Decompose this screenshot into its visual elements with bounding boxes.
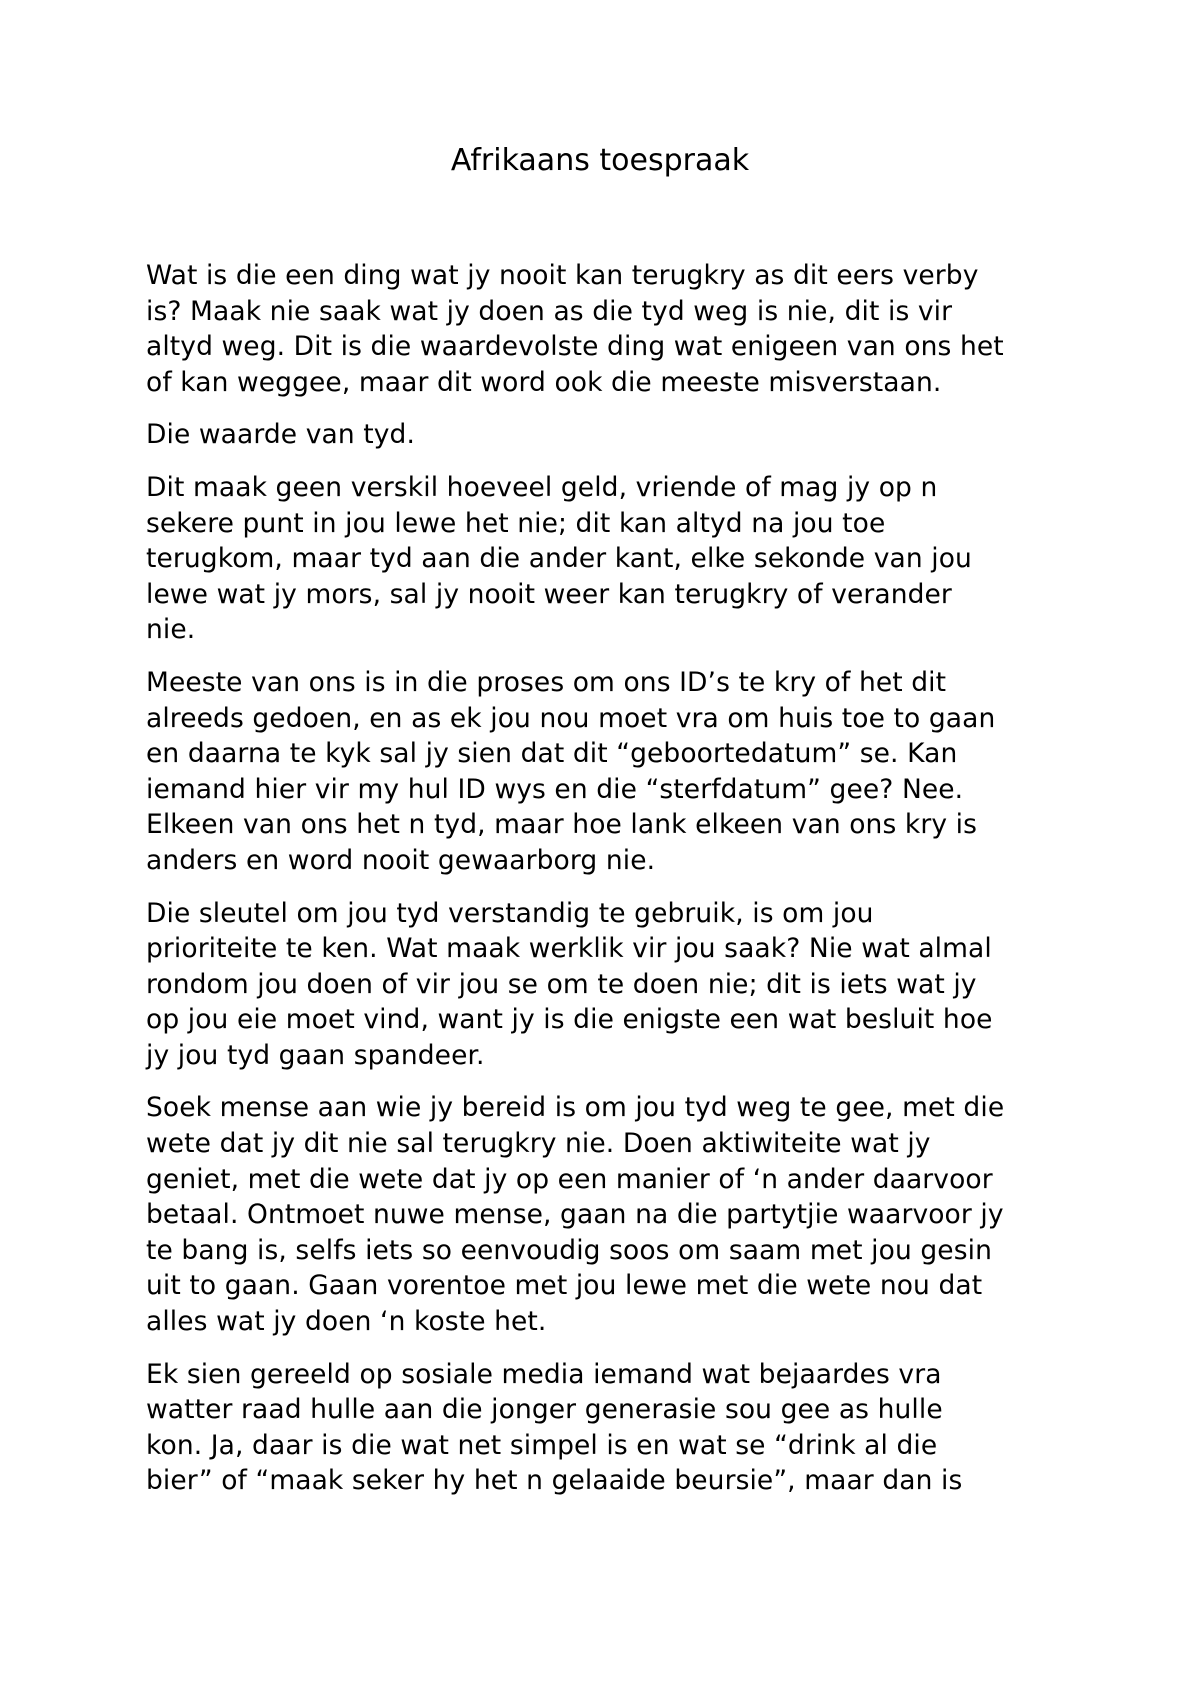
paragraph: Ek sien gereeld op sosiale media iemand wat bejaardes vra watter raad hulle aan die jonger generasie sou gee as hulle kon. Ja, daar is die wat net simpel is en wat se “drink al die bier” of “maak seker hy het n gelaaide beursie”, maar dan is	[146, 1358, 963, 1497]
document-body	[146, 258, 1066, 1516]
paragraph: Wat is die een ding wat jy nooit kan terugkry as dit eers verby is? Maak nie saak wat jy doen as die tyd weg is nie, dit is vir altyd weg. Dit is die waardevolste ding wat enigeen van ons het of kan weggee, maar dit word ook die meeste misverstaan.	[146, 260, 1004, 398]
paragraph: Die waarde van tyd.	[146, 419, 415, 451]
paragraph: Dit maak geen verskil hoeveel geld, vriende of mag jy op n sekere punt in jou lewe het nie; dit kan altyd na jou toe terugkom, maar tyd aan die ander kant, elke sekonde van jou lewe wat jy mors, sal jy nooit weer kan terugkry of verander nie.	[146, 471, 972, 646]
paragraph: Soek mense aan wie jy bereid is om jou tyd weg te gee, met die wete dat jy dit nie sal terugkry nie. Doen aktiwiteite wat jy geniet, met die wete dat jy op een manier of ‘n ander daarvoor betaal. Ontmoet nuwe mense, gaan na die partytjie waarvoor jy te bang is, selfs iets so eenvoudig soos om saam met jou gesin uit to gaan. Gaan vorentoe met jou lewe met die wete nou dat alles wat jy doen ‘n koste het.	[146, 1092, 1005, 1338]
paragraph: Meeste van ons is in die proses om ons ID’s te kry of het dit alreeds gedoen, en as ek jou nou moet vra om huis toe to gaan en daarna te kyk sal jy sien dat dit “geboortedatum” se. Kan iemand hier vir my hul ID wys en die “sterfdatum” gee? Nee. Elkeen van ons het n tyd, maar hoe lank elkeen van ons kry is anders en word nooit gewaarborg nie.	[146, 666, 996, 876]
paragraph: Die sleutel om jou tyd verstandig te gebruik, is om jou prioriteite te ken. Wat maak werklik vir jou saak? Nie wat almal rondom jou doen of vir jou se om te doen nie; dit is iets wat jy op jou eie moet vind, want jy is die enigste een wat besluit hoe jy jou tyd gaan spandeer.	[146, 897, 993, 1071]
document-title: Afrikaans toespraak	[450, 143, 750, 178]
